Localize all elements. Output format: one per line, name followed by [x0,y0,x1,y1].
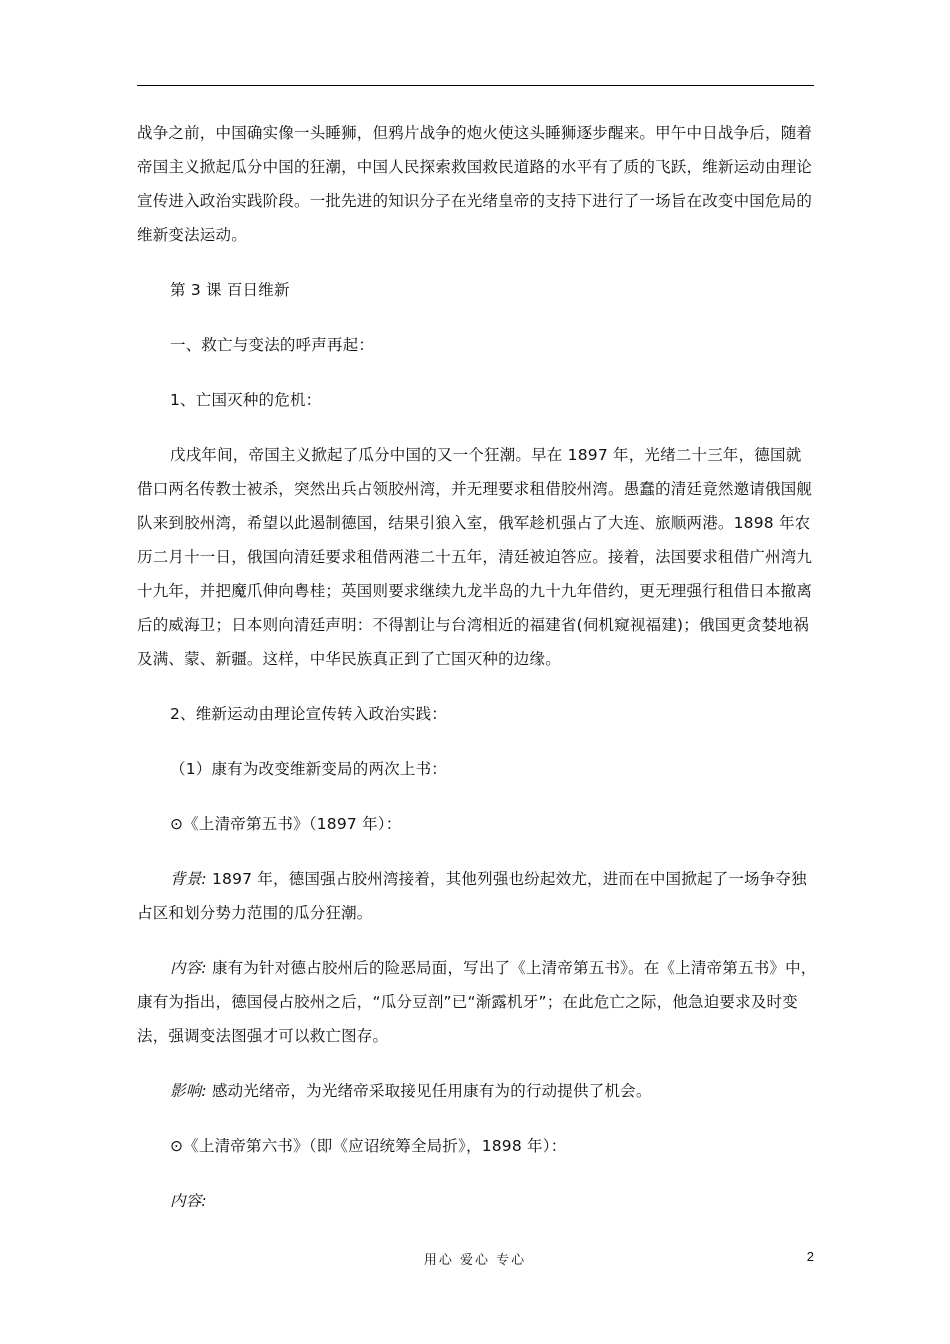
paragraph-text: 战争之前，中国确实像一头睡狮，但鸦片战争的炮火使这头睡狮逐步醒来。甲午中日战争后，随着帝国主义掀起瓜分中国的狂潮，中国人民探索救国救民道路的水平有了质的飞跃，维新运动由理论宣传进入政治实践阶段。一批先进的知识分子在光绪皇帝的支持下进行了一场旨在改变中国危局的维新变法运动。 [137,124,813,244]
paragraph-text: 2、维新运动由理论宣传转入政治实践： [170,705,447,723]
footer-text: 用心 爱心 专心 [423,1253,527,1268]
paragraph-label: 内容: [170,1192,207,1210]
paragraph-sixth-book [137,1129,817,1163]
paragraph-label: 背景: [170,870,207,888]
paragraph-sub-2-1 [137,752,817,786]
paragraph-content [137,951,817,1053]
paragraph-lesson-title [137,273,817,307]
paragraph-fifth-book [137,807,817,841]
paragraph-text: 第 3 课 百日维新 [170,281,290,299]
paragraph-text: 一、救亡与变法的呼声再起： [170,336,375,354]
paragraph-text: ⊙《上清帝第六书》（即《应诏统筹全局折》，1898 年）： [170,1137,567,1155]
paragraph-sub-1 [137,383,817,417]
paragraph-text: 1、亡国灭种的危机： [170,391,322,409]
paragraph-section-1 [137,328,817,362]
paragraph-text: ⊙《上清帝第五书》（1897 年）： [170,815,402,833]
page-number: 2 [806,1249,814,1264]
paragraph-label: 内容: [170,959,207,977]
paragraph-text: 戊戌年间，帝国主义掀起了瓜分中国的又一个狂潮。早在 1897 年，光绪二十三年，德国就借口两名传教士被杀，突然出兵占领胶州湾，并无理要求租借胶州湾。愚蠢的清廷竟然邀请俄国舰队来到胶州湾，希望以此遏制德国，结果引狼入室，俄军趁机强占了大连、旅顺两港。1898 年农历二月十一日，俄国向清廷要求租借两港二十五年，清廷被迫答应。接着，法国要求租借广州湾九十九年，并把魔爪伸向粤桂；英国则要求继续九龙半岛的九十九年借约，更无理强行租借日本撤离后的威海卫；日本则向清廷声明：不得割让与台湾相近的福建省(伺机窥视福建)；俄国更贪婪地祸及满、蒙、新疆。这样，中华民族真正到了亡国灭种的边缘。 [137,446,813,668]
paragraph-content-2 [137,1184,817,1218]
paragraph-crisis [137,438,817,676]
header-rule [137,85,814,86]
paragraph-text: 感动光绪帝，为光绪帝采取接见任用康有为的行动提供了机会。 [206,1082,652,1100]
document-body [137,116,817,1239]
paragraph-impact [137,1074,817,1108]
paragraph-sub-2 [137,697,817,731]
paragraph-text: 康有为针对德占胶州后的险恶局面，写出了《上清帝第五书》。在《上清帝第五书》中，康有为指出，德国侵占胶州之后，“瓜分豆剖”已“渐露机牙”；在此危亡之际，他急迫要求及时变法，强调变法图强才可以救亡图存。 [137,959,817,1045]
paragraph-text: （1）康有为改变维新变局的两次上书： [170,760,447,778]
paragraph-label: 影响: [170,1082,207,1100]
paragraph-intro [137,116,817,252]
paragraph-background [137,862,817,930]
paragraph-text: 1897 年，德国强占胶州湾接着，其他列强也纷起效尤，进而在中国掀起了一场争夺独占区和划分势力范围的瓜分狂潮。 [137,870,807,922]
